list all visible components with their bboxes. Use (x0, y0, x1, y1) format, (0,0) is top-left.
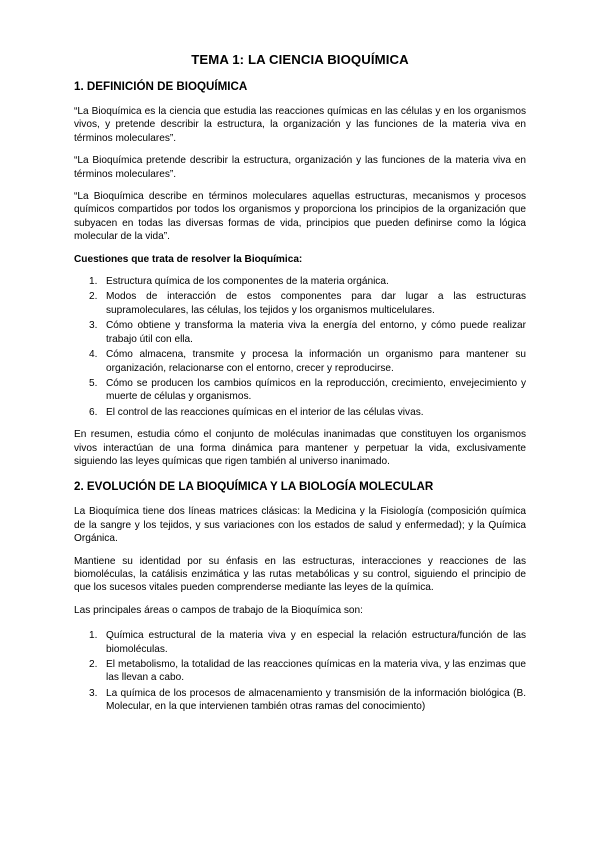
list-number: 5. (89, 377, 98, 389)
list-number: 1. (89, 630, 98, 642)
document-title: TEMA 1: LA CIENCIA BIOQUÍMICA (191, 52, 409, 67)
list-item (74, 687, 526, 714)
list-item-text: Cómo almacena, transmite y procesa la información un organismo para mantener su organización, relacionarse con el entorno, crecer y reproducirse. (106, 349, 526, 374)
evolution-paragraph-2: Mantiene su identidad por su énfasis en las estructuras, interacciones y reacciones de las biomoléculas, la catálisis enzimática y las rutas metabólicas y su control, siguiendo el principio de que los sucesos vitales pueden comprenderse mediante las leyes de la química. (74, 555, 526, 594)
evolution-paragraph-1: La Bioquímica tiene dos líneas matrices clásicas: la Medicina y la Fisiología (composición química de la sangre y los tejidos, y sus variaciones con los estados de salud y enfermedad); y la Química Orgánica. (74, 506, 526, 545)
section2-heading: 2. EVOLUCIÓN DE LA BIOQUÍMICA Y LA BIOLOGÍA MOLECULAR (74, 480, 434, 494)
definition-paragraph-2: “La Bioquímica pretende describir la estructura, organización y las funciones de la materia viva en términos moleculares”. (74, 155, 526, 180)
definition-paragraph-1: “La Bioquímica es la ciencia que estudia las reacciones químicas en las células y en los organismos vivos, y pretende describir la estructura, la organización y las funciones de la materia viva en términos moleculares”. (74, 106, 526, 144)
list-item (74, 658, 526, 685)
summary-paragraph: En resumen, estudia cómo el conjunto de moléculas inanimadas que constituyen los organismos vivos interactúan de una forma dinámica para mantener y perpetuar la vida, exclusivamente siguiendo las leyes químicas que rigen también al universo inanimado. (74, 429, 526, 467)
list-item (74, 275, 526, 288)
list-number: 3. (89, 687, 98, 699)
document-page (74, 52, 526, 723)
questions-list (74, 275, 526, 419)
list-item-text: El control de las reacciones químicas en el interior de las células vivas. (106, 406, 424, 418)
section1-heading: 1. DEFINICIÓN DE BIOQUÍMICA (74, 80, 248, 93)
areas-list (74, 629, 526, 713)
list-item-text: La química de los procesos de almacenamiento y transmisión de la información biológica (B. Molecular, en la que intervienen también otras ramas del conocimiento) (106, 687, 526, 713)
questions-subheading: Cuestiones que trata de resolver la Bioquímica: (74, 253, 303, 265)
list-item (74, 406, 526, 419)
list-item-text: Cómo se producen los cambios químicos en la reproducción, crecimiento, envejecimiento y muerte de células y organismos. (106, 377, 526, 403)
list-item (74, 377, 526, 404)
list-number: 6. (89, 406, 98, 418)
definition-paragraph-3: “La Bioquímica describe en términos moleculares aquellas estructuras, mecanismos y procesos químicos compartidos por todos los organismos y proporciona los principios de la organización que subyacen en todas las diversas formas de vida, principios que pueden definirse como la lógica molecular de la vida”. (74, 191, 526, 243)
list-item-text: Química estructural de la materia viva y en especial la relación estructura/función de las biomoléculas. (106, 630, 526, 655)
list-number: 2. (89, 659, 98, 670)
list-number: 2. (89, 291, 98, 303)
list-item-text: El metabolismo, la totalidad de las reacciones químicas en la materia viva, y las enzimas que las llevan a cabo. (106, 659, 526, 684)
list-item (74, 290, 526, 317)
list-number: 4. (89, 349, 98, 361)
list-item (74, 319, 526, 346)
list-item-text: Modos de interacción de estos componentes para dar lugar a las estructuras supramoleculares, las células, los tejidos y los organismos multicelulares. (106, 291, 526, 316)
list-number: 3. (89, 320, 98, 332)
evolution-paragraph-3: Las principales áreas o campos de trabajo de la Bioquímica son: (74, 604, 363, 616)
list-item-text: Cómo obtiene y transforma la materia viva la energía del entorno, y cómo puede realizar trabajo útil con ella. (106, 320, 526, 345)
list-item (74, 348, 526, 375)
list-item (74, 629, 526, 656)
list-item-text: Estructura química de los componentes de la materia orgánica. (106, 276, 389, 288)
list-number: 1. (89, 276, 98, 288)
